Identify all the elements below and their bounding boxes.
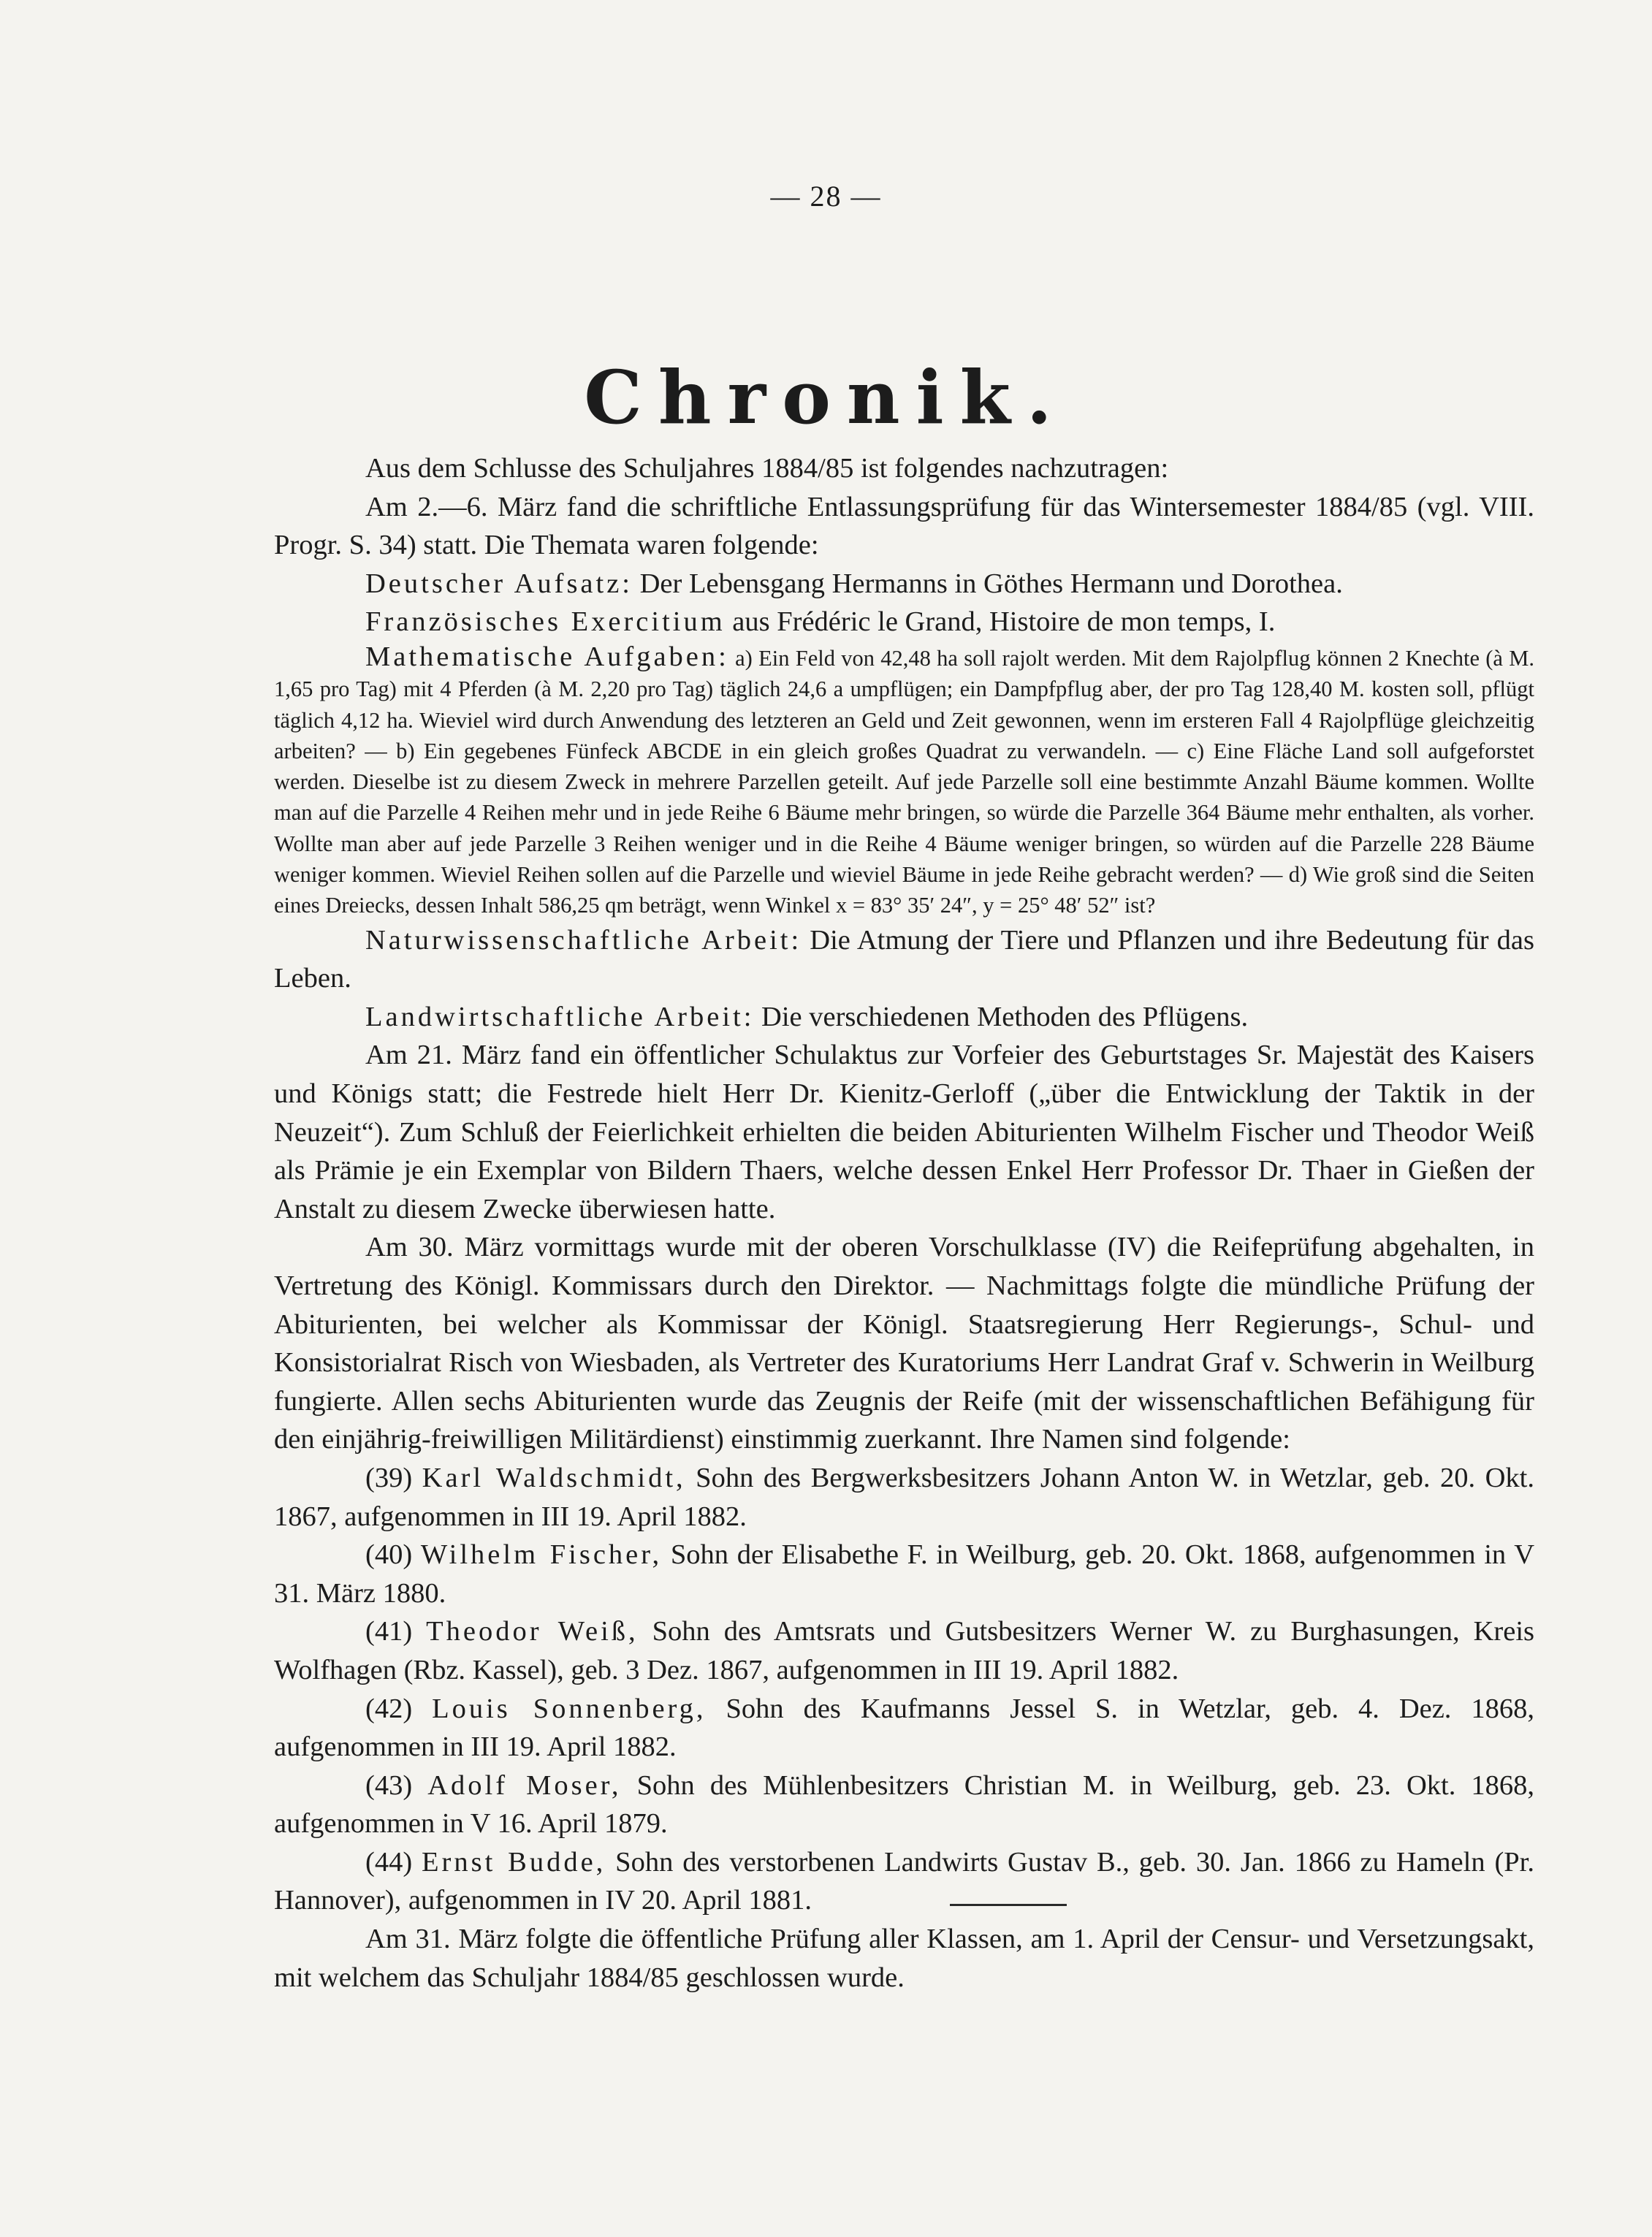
graduate-name: Adolf Moser, <box>427 1769 622 1801</box>
graduate-details: Sohn der Elisabethe F. in Weilburg, geb. 20. Okt. 1868, aufgenommen in V 31. März 1880. <box>274 1539 1534 1609</box>
paragraph-intro: Aus dem Schlusse des Schuljahres 1884/85 ist folgendes nachzutragen: <box>365 453 1169 484</box>
paragraph-french-exercise <box>274 603 1534 641</box>
paragraph-science-work <box>274 921 1534 998</box>
subject-text: a) Ein Feld von 42,48 ha soll rajolt werden. Mit dem Rajolpflug können 2 Knechte (à M. 1,65 pro Tag) mit 4 Pferden (à M. 2,20 pro Tag) täglich 24,6 a umpflügen; ein Dampfpflug aber, der pro Tag 128,40 M. kosten soll, pflügt täglich 4,12 ha. Wieviel wird durch Anwendung des letzteren an Geld und Zeit gewonnen, wenn im ersteren Fall 4 Rajolpflüge gleichzeitig arbeiten? — b) Ein gegebenes Fünfeck ABCDE in ein gleich großes Quadrat zu verwandeln. — c) Eine Fläche Land soll aufgeforstet werden. Dieselbe ist zu diesem Zweck in mehrere Parzellen geteilt. Auf jede Parzelle soll eine bestimmte Anzahl Bäume kommen. Wollte man auf die Parzelle 4 Reihen mehr und in jede Reihe 6 Bäume mehr bringen, so würde die Parzelle 364 Bäume mehr enthalten, als vorher. Wollte man aber auf jede Parzelle 3 Reihen weniger und in die Reihe 4 Bäume weniger bringen, so würden auf die Parzelle 228 Bäume weniger kommen. Wieviel Reihen sollen auf die Parzelle und wieviel Bäume in jede Reihe gebracht werden? — d) Wie groß sind die Seiten eines Dreiecks, dessen Inhalt 586,25 qm beträgt, wenn Winkel x = 83° 35′ 24″, y = 25° 48′ 52″ ist? <box>274 645 1534 918</box>
graduate-entry <box>274 1536 1534 1612</box>
graduate-details: Sohn des Bergwerksbesitzers Johann Anton W. in Wetzlar, geb. 20. Okt. 1867, aufgenommen in III 19. April 1882. <box>274 1462 1535 1532</box>
page-number: — 28 — <box>770 180 882 213</box>
graduate-entry <box>274 1767 1534 1843</box>
graduate-name: Ernst Budde, <box>422 1846 606 1878</box>
subject-text: Die verschiedenen Methoden des Pflügens. <box>754 1001 1249 1032</box>
paragraph-school-act: Am 21. März fand ein öffentlicher Schulaktus zur Vorfeier des Geburtstages Sr. Majestät des Kaisers und Königs statt; die Festrede hielt Herr Dr. Kienitz-Gerloff („über die Entwicklung der Taktik in der Neuzeit“). Zum Schluß der Feierlichkeit erhielten die beiden Abiturienten Wilhelm Fischer und Theodor Weiß als Prämie je ein Exemplar von Bildern Thaers, welche dessen Enkel Herr Professor Dr. Thaer in Gießen der Anstalt zu diesem Zwecke überwiesen hatte. <box>274 1040 1534 1224</box>
paragraph-exam-dates: Am 2.—6. März fand die schriftliche Entlassungsprüfung für das Wintersemester 1884/85 (vgl. VIII. Progr. S. 34) statt. Die Themata waren folgende: <box>274 491 1534 561</box>
subject-text: Die Atmung der Tiere und Pflanzen und ihre Bedeutung für das Leben. <box>274 924 1535 994</box>
subject-text: aus Frédéric le Grand, Histoire de mon temps, I. <box>725 606 1276 638</box>
paragraph-final-exam: Am 30. März vormittags wurde mit der oberen Vorschulklasse (IV) die Reifeprüfung abgehalten, in Vertretung des Königl. Kommissars durch den Direktor. — Nachmittags folgte die mündliche Prüfung der Abiturienten, bei welcher als Kommissar der Königl. Staatsregierung Herr Regierungs-, Schul- und Konsistorialrat Risch von Wiesbaden, als Vertreter des Kuratoriums Herr Landrat Graf v. Schwerin in Weilburg fungierte. Allen sechs Abiturienten wurde das Zeugnis der Reife (mit der wissenschaftlichen Befähigung für den einjährig-freiwilligen Militärdienst) einstimmig zuerkannt. Ihre Namen sind folgende: <box>274 1232 1534 1455</box>
graduate-details: Sohn des Amtsrats und Gutsbesitzers Werner W. zu Burghasungen, Kreis Wolfhagen (Rbz. Kassel), geb. 3 Dez. 1867, aufgenommen in III 19. April 1882. <box>274 1616 1535 1685</box>
subject-label: Landwirtschaftliche Arbeit: <box>365 1001 755 1032</box>
graduate-entry <box>274 1459 1534 1536</box>
graduate-entry <box>274 1843 1534 1920</box>
graduate-number: (43) <box>365 1769 413 1801</box>
graduate-number: (42) <box>365 1693 413 1724</box>
paragraph-german-essay <box>274 565 1534 603</box>
graduate-number: (44) <box>365 1846 413 1878</box>
graduate-details: Sohn des verstorbenen Landwirts Gustav B., geb. 30. Jan. 1866 zu Hameln (Pr. Hannover), aufgenommen in IV 20. April 1881. <box>274 1846 1534 1916</box>
subject-label: Mathematische Aufgaben: <box>365 641 729 672</box>
subject-text: Der Lebensgang Hermanns in Göthes Hermann und Dorothea. <box>633 568 1343 599</box>
subject-label: Französisches Exercitium <box>365 606 726 638</box>
end-rule <box>950 1904 1067 1906</box>
paragraph-math-tasks <box>274 641 1534 921</box>
graduate-number: (40) <box>365 1539 413 1571</box>
graduate-name: Wilhelm Fischer, <box>420 1539 663 1571</box>
graduate-name: Louis Sonnenberg, <box>432 1693 707 1724</box>
subject-label: Naturwissenschaftliche Arbeit: <box>365 924 802 956</box>
graduate-entry <box>274 1690 1534 1767</box>
paragraph-agriculture-work <box>274 998 1534 1037</box>
graduate-entry <box>274 1612 1534 1689</box>
graduate-number: (39) <box>365 1462 413 1493</box>
graduate-name: Karl Waldschmidt, <box>422 1462 686 1493</box>
subject-label: Deutscher Aufsatz: <box>365 568 633 599</box>
graduate-name: Theodor Weiß, <box>426 1616 639 1647</box>
graduate-details: Sohn des Mühlenbesitzers Christian M. in Weilburg, geb. 23. Okt. 1868, aufgenommen in V 16. April 1879. <box>274 1769 1534 1840</box>
graduate-number: (41) <box>365 1616 413 1647</box>
graduate-details: Sohn des Kaufmanns Jessel S. in Wetzlar, geb. 4. Dez. 1868, aufgenommen in III 19. April 1882. <box>274 1693 1534 1763</box>
page-title: Chronik. <box>584 354 1068 441</box>
document-body <box>274 449 1534 1997</box>
paragraph-closing: Am 31. März folgte die öffentliche Prüfung aller Klassen, am 1. April der Censur- und Versetzungsakt, mit welchem das Schuljahr 1884/85 geschlossen wurde. <box>274 1924 1534 1993</box>
